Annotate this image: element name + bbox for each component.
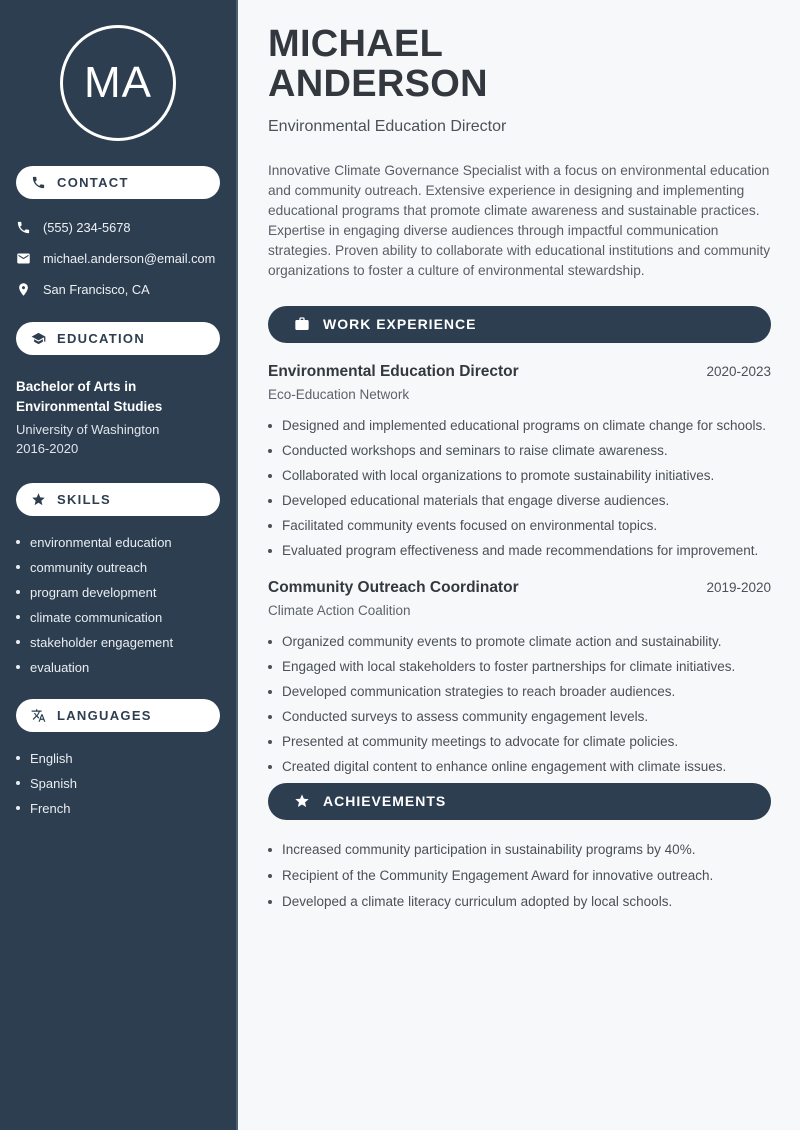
graduation-cap-icon [31, 331, 46, 346]
bullet-dot [16, 756, 20, 760]
language-label: Spanish [30, 776, 77, 791]
achievement-item [268, 893, 771, 910]
languages-section-title: LANGUAGES [57, 708, 152, 723]
bullet-dot [16, 565, 20, 569]
job-bullet-item [268, 417, 771, 434]
skill-item [16, 536, 220, 549]
bullet-dot [268, 715, 272, 719]
skills-list [16, 536, 220, 674]
contact-list [16, 220, 220, 297]
job-bullet-item [268, 758, 771, 775]
bullet-dot [16, 665, 20, 669]
job-bullet-item [268, 442, 771, 459]
language-item [16, 802, 220, 815]
skill-item [16, 661, 220, 674]
bullet-dot [268, 690, 272, 694]
contact-email-row [16, 251, 220, 266]
bullet-dot [16, 590, 20, 594]
job-bullet-text: Developed communication strategies to reach broader audiences. [282, 683, 676, 699]
job-bullet-text: Organized community events to promote climate action and sustainability. [282, 633, 722, 649]
education-degree: Bachelor of Arts in Environmental Studies [16, 379, 163, 414]
achievement-item [268, 867, 771, 884]
job-bullet-item [268, 517, 771, 534]
work-experience-section-title: WORK EXPERIENCE [323, 316, 477, 333]
job-bullet-item [268, 708, 771, 725]
bullet-dot [268, 524, 272, 528]
avatar [60, 25, 176, 141]
skill-item [16, 586, 220, 599]
job-entry [268, 363, 771, 559]
skill-label: program development [30, 585, 157, 600]
bullet-dot [268, 424, 272, 428]
job-bullet-text: Conducted surveys to assess community engagement levels. [282, 708, 649, 724]
job-bullet-text: Conducted workshops and seminars to raise climate awareness. [282, 442, 668, 458]
work-experience-section-header [268, 306, 771, 343]
education-dates: 2016-2020 [16, 441, 79, 456]
job-header [268, 579, 771, 597]
skill-label: evaluation [30, 660, 90, 675]
translate-icon [31, 708, 46, 723]
education-school: University of Washington [16, 422, 160, 437]
skills-section-title: SKILLS [57, 492, 112, 507]
contact-email-value: michael.anderson@email.com [43, 251, 216, 266]
sidebar [0, 0, 238, 1130]
job-bullet-item [268, 542, 771, 559]
job-bullet-text: Facilitated community events focused on environmental topics. [282, 517, 658, 533]
skill-item [16, 561, 220, 574]
job-bullet-text: Created digital content to enhance online engagement with climate issues. [282, 758, 727, 774]
bullet-dot [268, 640, 272, 644]
email-icon [16, 251, 31, 266]
main-content [238, 0, 800, 1130]
job-dates: 2019-2020 [706, 579, 771, 595]
job-title: Community Outreach Coordinator [268, 578, 519, 596]
name-last: ANDERSON [268, 62, 488, 105]
job-bullet-text: Presented at community meetings to advocate for climate policies. [282, 733, 679, 749]
job-bullet-list [268, 417, 771, 559]
bullet-dot [268, 900, 272, 904]
job-bullet-item [268, 733, 771, 750]
contact-location-value: San Francisco, CA [43, 282, 150, 297]
languages-list [16, 752, 220, 815]
phone-icon [16, 220, 31, 235]
star-icon [294, 793, 310, 809]
contact-section-title: CONTACT [57, 175, 129, 190]
bullet-dot [16, 806, 20, 810]
languages-section-header [16, 699, 220, 732]
bullet-dot [16, 540, 20, 544]
briefcase-icon [294, 316, 310, 332]
job-bullet-item [268, 633, 771, 650]
job-dates: 2020-2023 [706, 363, 771, 379]
phone-icon [31, 175, 46, 190]
bullet-dot [16, 781, 20, 785]
bullet-dot [268, 499, 272, 503]
job-company: Eco-Education Network [268, 386, 410, 402]
achievement-item [268, 841, 771, 858]
page-title [268, 25, 771, 105]
education-section-title: EDUCATION [57, 331, 146, 346]
job-bullet-list [268, 633, 771, 775]
profile-summary: Innovative Climate Governance Specialist with a focus on environmental education and community outreach. Extensive experience in designing and implementing educational programs that promote climate awareness and sustainable practices. Expertise in engaging diverse audiences through impactful communication strategies. Proven ability to collaborate with educational institutions and community organizations to foster a culture of environmental stewardship. [268, 162, 771, 278]
achievements-list [268, 841, 771, 910]
bullet-dot [268, 765, 272, 769]
location-icon [16, 282, 31, 297]
bullet-dot [16, 615, 20, 619]
skill-label: community outreach [30, 560, 148, 575]
job-bullet-text: Developed educational materials that engage diverse audiences. [282, 492, 670, 508]
job-bullet-item [268, 467, 771, 484]
job-bullet-text: Collaborated with local organizations to promote sustainability initiatives. [282, 467, 715, 483]
contact-phone-value: (555) 234-5678 [43, 220, 131, 235]
language-item [16, 777, 220, 790]
skill-label: climate communication [30, 610, 163, 625]
education-section-header [16, 322, 220, 355]
language-label: English [30, 751, 73, 766]
job-title: Environmental Education Director [268, 362, 519, 380]
skill-item [16, 636, 220, 649]
achievement-text: Developed a climate literacy curriculum adopted by local schools. [282, 893, 673, 909]
skill-item [16, 611, 220, 624]
job-bullet-item [268, 658, 771, 675]
skills-section-header [16, 483, 220, 516]
job-bullet-item [268, 492, 771, 509]
achievement-text: Recipient of the Community Engagement Award for innovative outreach. [282, 867, 714, 883]
job-bullet-text: Engaged with local stakeholders to foster partnerships for climate initiatives. [282, 658, 736, 674]
bullet-dot [268, 874, 272, 878]
bullet-dot [268, 549, 272, 553]
contact-section-header [16, 166, 220, 199]
job-bullet-text: Designed and implemented educational programs on climate change for schools. [282, 417, 767, 433]
skill-label: environmental education [30, 535, 172, 550]
job-entry [268, 579, 771, 775]
bullet-dot [268, 848, 272, 852]
skill-label: stakeholder engagement [30, 635, 174, 650]
achievements-section-header [268, 783, 771, 820]
job-bullet-item [268, 683, 771, 700]
bullet-dot [268, 665, 272, 669]
achievement-text: Increased community participation in sustainability programs by 40%. [282, 841, 696, 857]
contact-location-row [16, 282, 220, 297]
star-icon [31, 492, 46, 507]
language-item [16, 752, 220, 765]
achievements-section-title: ACHIEVEMENTS [323, 793, 447, 810]
avatar-initials: MA [84, 58, 152, 107]
job-company: Climate Action Coalition [268, 602, 411, 618]
current-job-title: Environmental Education Director [268, 117, 507, 135]
language-label: French [30, 801, 71, 816]
bullet-dot [16, 640, 20, 644]
job-bullet-text: Evaluated program effectiveness and made recommendations for improvement. [282, 542, 759, 558]
bullet-dot [268, 474, 272, 478]
contact-phone-row [16, 220, 220, 235]
bullet-dot [268, 740, 272, 744]
name-first: MICHAEL [268, 23, 444, 65]
bullet-dot [268, 449, 272, 453]
job-header [268, 363, 771, 381]
